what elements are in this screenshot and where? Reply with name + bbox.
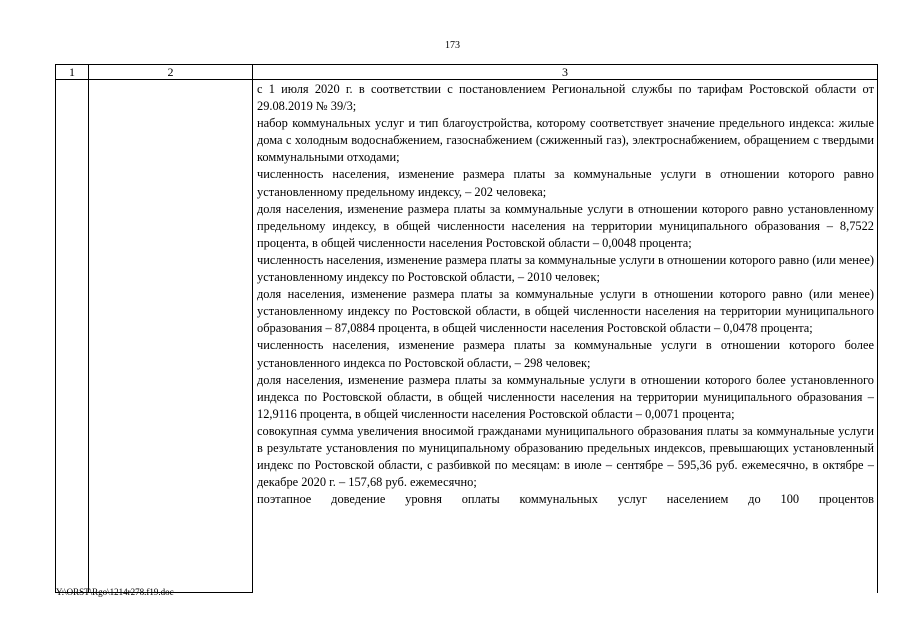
cell-col-3 (253, 80, 878, 593)
paragraph-effective-date: с 1 июля 2020 г. в соответствии с постановлением Региональной службы по тарифам Ростовской области от 29.08.2019 № 39/3; (257, 82, 874, 114)
paragraph-share-gt-regional: доля населения, изменение размера платы за коммунальные услуги в отношении которого более установленного индекса по Ростовской области, в общей численности населения на территории муниципального образования – 12,9116 процента, в общей численности населения Ростовской области – 0,0071 процента; (257, 372, 874, 421)
paragraph-share-le-regional: доля населения, изменение размера платы за коммунальные услуги в отношении которого равно (или менее) установленному индексу по Ростовской области, в общей численности населения на территории муниципального образования – 87,0884 процента, в общей численности населения Ростовской области – 0,0478 процента; (257, 287, 874, 336)
footer-file-path: Y:\ORST\Rgo\1214r278.f19.doc (56, 587, 174, 597)
cell-col-2 (89, 80, 253, 593)
column-header-1: 1 (56, 65, 89, 80)
paragraph-population-gt-regional: численность населения, изменение размера платы за коммунальные услуги в отношении которого более установленного индекса по Ростовской области, – 298 человек; (257, 338, 874, 370)
paragraph-payment-level: поэтапное доведение уровня оплаты коммунальных услуг населением до 100 процентов (257, 492, 874, 507)
cell-col-1 (56, 80, 89, 593)
table-header-row (56, 65, 878, 80)
page-number: 173 (445, 40, 460, 51)
paragraph-total-increase: совокупная сумма увеличения вносимой гражданами муниципального образования платы за коммунальные услуги в результате установления по муниципальному образованию предельных индексов, превышающих установленный индекс по Ростовской области, с разбивкой по месяцам: в июле – сентябре – 595,36 руб. ежемесячно, в октябре – декабре 2020 г. – 157,68 руб. ежемесячно; (257, 423, 874, 490)
paragraph-share-equal: доля населения, изменение размера платы за коммунальные услуги в отношении которого равно установленному предельному индексу, в общей численности населения на территории муниципального образования – 8,7522 процента, в общей численности населения Ростовской области – 0,0048 процента; (257, 201, 874, 250)
document-table (55, 64, 878, 593)
paragraph-service-set: набор коммунальных услуг и тип благоустройства, которому соответствует значение предельного индекса: жилые дома с холодным водоснабжением, газоснабжением (сжиженный газ), электроснабжением, обращением с твердыми коммунальными отходами; (257, 116, 874, 165)
table-row (56, 80, 878, 593)
column-header-3: 3 (253, 65, 878, 80)
paragraph-population-le-regional: численность населения, изменение размера платы за коммунальные услуги в отношении которого равно (или менее) установленному индексу по Ростовской области, – 2010 человек; (257, 252, 874, 285)
paragraph-population-equal: численность населения, изменение размера платы за коммунальные услуги в отношении которого равно установленному предельному индексу, – 202 человека; (257, 167, 874, 199)
column-header-2: 2 (89, 65, 253, 80)
